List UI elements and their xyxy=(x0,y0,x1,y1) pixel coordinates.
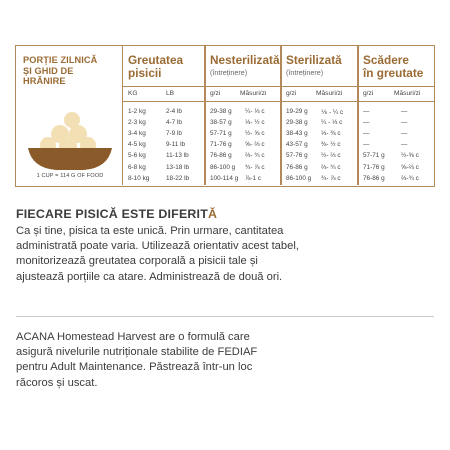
cell-weight-loss-cups: — xyxy=(401,108,408,115)
food-bowl-icon xyxy=(26,108,114,182)
weight-loss-column-title xyxy=(363,54,423,79)
section-title-text: FIECARE PISICĂ ESTE DIFERIT xyxy=(16,207,208,221)
unit-g-per-day: g/zi xyxy=(286,90,297,97)
column-divider xyxy=(204,46,206,185)
weight-title-line: pisicii xyxy=(128,65,162,80)
cell-sterilized-grams: 86-100 g xyxy=(286,174,312,182)
unit-cups-per-day: Măsuri/zi xyxy=(316,90,343,97)
cell-sterilized-cups: ⅙ - ¼ c xyxy=(321,109,344,116)
cell-neutered-grams: 29-38 g xyxy=(210,108,232,115)
cell-weight-loss-cups: — xyxy=(401,119,408,127)
cell-neutered-grams: 71-76 g xyxy=(210,141,232,149)
section-title-accent: Ă xyxy=(207,207,218,221)
cell-lb: 4-7 lb xyxy=(166,119,182,127)
cell-neutered-cups: ¼- ⅓ c xyxy=(245,108,265,115)
cell-weight-loss-grams: — xyxy=(363,141,370,149)
feeding-guide-panel xyxy=(16,46,123,185)
cell-weight-loss-cups: — xyxy=(401,130,408,138)
cell-sterilized-cups: ¾- ⅞ c xyxy=(321,174,341,182)
unit-lb: LB xyxy=(166,90,175,97)
cell-lb: 11-13 lb xyxy=(166,152,189,160)
cup-conversion-note: 1 CUP = 114 G OF FOOD xyxy=(36,173,104,179)
bowl-body xyxy=(28,148,112,170)
header-rule xyxy=(123,86,434,87)
weight-title-line: Greutatea xyxy=(128,53,184,67)
cell-sterilized-grams: 19-29 g xyxy=(286,108,308,115)
unit-g-per-day: g/zi xyxy=(363,90,374,97)
cell-neutered-cups: ⅓- ½ c xyxy=(245,119,265,127)
cell-neutered-cups: ⅔- ¾ c xyxy=(245,152,265,160)
title-line: HRĂNIRE xyxy=(23,76,66,86)
feeding-advice-paragraph: Ca și tine, pisica ta este unică. Prin urmare, cantitatea administrată poate varia. Utilizează orientativ acest tabel, monitorizează greutatea corporală a pisicii tale și ajustează porțiile ca atare. Administrează de două ori. xyxy=(16,225,299,283)
cell-sterilized-cups: ½- ⅔ c xyxy=(321,152,341,160)
nutrition-statement-paragraph: ACANA Homestead Harvest are o formulă care asigură nivelurile nutriționale stabilite de FEDIAF pentru Adult Maintenance. Păstrează într-un loc răcoros și uscat. xyxy=(16,331,258,389)
unit-g-per-day: g/zi xyxy=(210,90,221,97)
cell-sterilized-cups: ⅓- ⅜ c xyxy=(321,130,341,138)
cell-neutered-grams: 86-100 g xyxy=(210,163,236,171)
cell-kg: 1-2 kg xyxy=(128,108,146,115)
cell-kg: 8-10 kg xyxy=(128,174,150,182)
section-title xyxy=(16,207,217,221)
sterilized-column-subtitle: (întreținere) xyxy=(286,68,324,77)
cell-weight-loss-grams: 76-86 g xyxy=(363,174,385,182)
cell-lb: 18-22 lb xyxy=(166,174,190,182)
cell-sterilized-cups: ⅜- ½ c xyxy=(321,141,341,149)
cell-kg: 3-4 kg xyxy=(128,130,146,138)
cell-lb: 13-18 lb xyxy=(166,163,190,171)
column-divider xyxy=(357,46,359,185)
unit-cups-per-day: Măsuri/zi xyxy=(394,90,421,97)
cell-kg: 5-6 kg xyxy=(128,152,146,160)
cell-kg: 4-5 kg xyxy=(128,141,146,149)
title-line: ȘI GHID DE xyxy=(23,65,74,76)
cell-neutered-grams: 38-57 g xyxy=(210,119,232,127)
cell-sterilized-grams: 57-76 g xyxy=(286,152,308,160)
cell-lb: 2-4 lb xyxy=(166,108,182,115)
cell-neutered-grams: 100-114 g xyxy=(210,174,239,182)
feeding-guide-table xyxy=(15,45,435,187)
cell-neutered-cups: ¾- ⅞ c xyxy=(245,163,265,171)
cell-lb: 9-11 lb xyxy=(166,141,186,149)
weight-loss-title-line: Scădere xyxy=(363,53,409,67)
cell-neutered-cups: ½- ⅝ c xyxy=(245,130,265,138)
unit-kg: KG xyxy=(128,90,138,97)
cell-kg: 2-3 kg xyxy=(128,119,146,127)
cell-neutered-grams: 57-71 g xyxy=(210,130,232,138)
cell-weight-loss-cups: ⅔-¾ c xyxy=(401,174,419,182)
cell-sterilized-grams: 76-86 g xyxy=(286,163,308,171)
cell-sterilized-cups: ¼ - ⅓ c xyxy=(321,119,343,127)
cell-weight-loss-grams: 57-71 g xyxy=(363,152,385,160)
cell-sterilized-grams: 29-38 g xyxy=(286,119,308,127)
cell-neutered-cups: ⅝- ⅔ c xyxy=(245,141,265,149)
units-rule xyxy=(123,101,434,102)
cell-sterilized-cups: ⅔- ¾ c xyxy=(321,163,341,171)
cell-sterilized-grams: 38-43 g xyxy=(286,130,308,138)
cell-weight-loss-cups: — xyxy=(401,141,408,149)
cell-kg: 6-8 kg xyxy=(128,163,146,171)
cell-weight-loss-grams: — xyxy=(363,108,370,115)
feeding-guide-title xyxy=(23,55,119,87)
cell-neutered-grams: 76-86 g xyxy=(210,152,232,160)
neutered-column-title: Nesterilizată xyxy=(210,53,280,67)
weight-loss-title-line: în greutate xyxy=(363,65,424,80)
title-line: PORȚIE ZILNICĂ xyxy=(23,55,98,65)
column-divider xyxy=(280,46,282,185)
cell-weight-loss-cups: ⅝-⅔ c xyxy=(401,163,419,171)
cell-weight-loss-grams: 71-76 g xyxy=(363,163,385,171)
neutered-column-subtitle: (întreținere) xyxy=(210,68,248,77)
cell-lb: 7-9 lb xyxy=(166,130,182,138)
weight-column-title xyxy=(128,54,183,79)
section-divider xyxy=(16,316,434,317)
cell-neutered-cups: ⅞-1 c xyxy=(245,174,261,182)
cell-weight-loss-cups: ½-⅝ c xyxy=(401,152,419,160)
cell-sterilized-grams: 43-57 g xyxy=(286,141,308,149)
cell-weight-loss-grams: — xyxy=(363,130,370,138)
cell-weight-loss-grams: — xyxy=(363,119,370,127)
unit-cups-per-day: Măsuri/zi xyxy=(240,90,267,97)
sterilized-column-title: Sterilizată xyxy=(286,53,342,67)
